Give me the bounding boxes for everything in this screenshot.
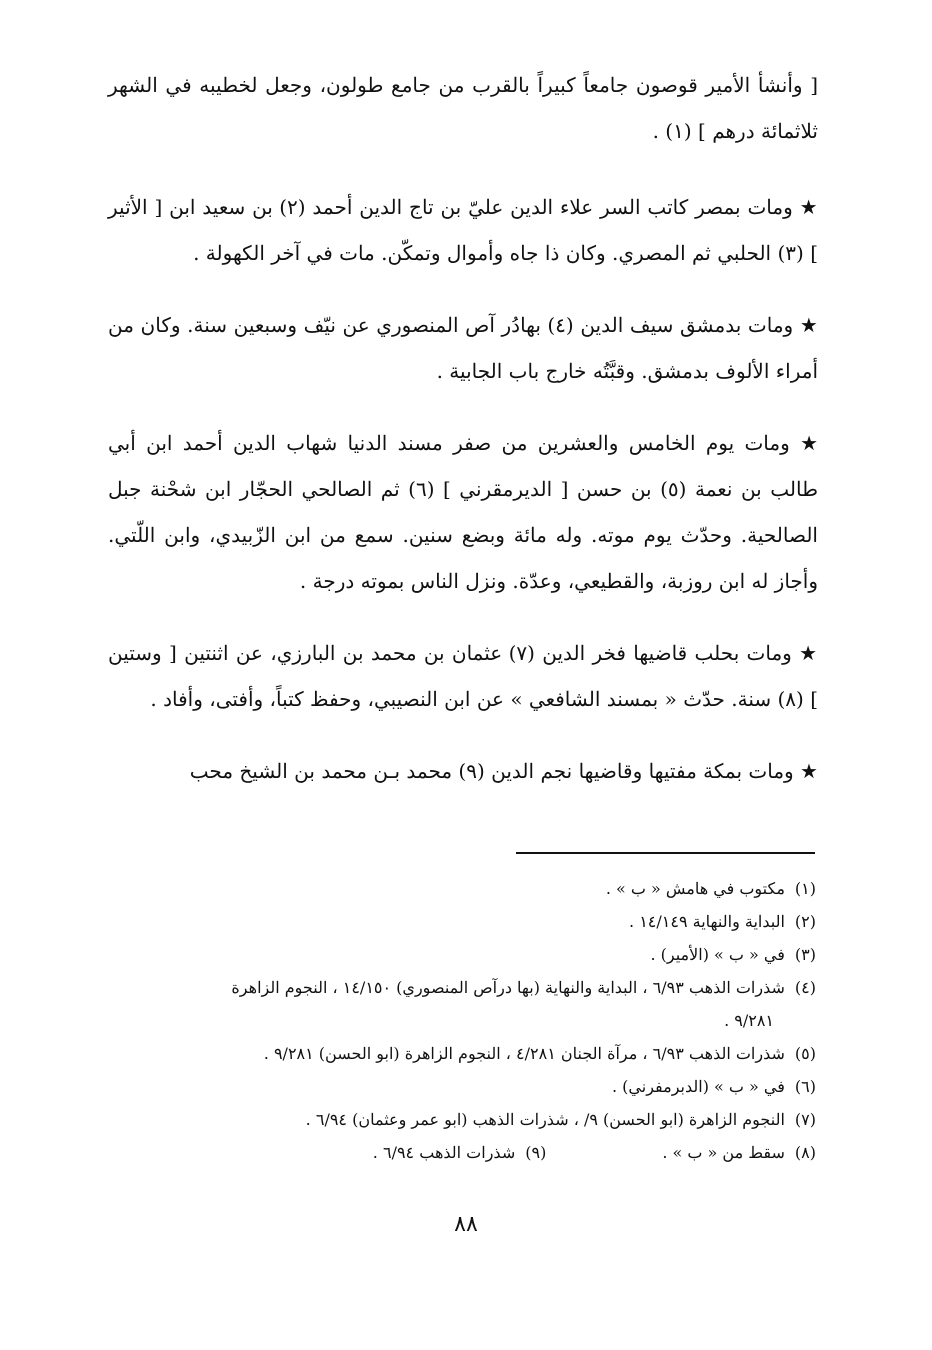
footnote-number: (١) [794,879,816,898]
paragraph-5: ★ ومات بحلب قاضيها فخر الدين (٧) عثمان بن محمد بن البارزي، عن اثنتين [ وستين ] (٨) سنة. حدّث « بمسند الشافعي » عن ابن النصيبي، وحفظ كتباً، وأفتى، وأفاد . [108,641,818,711]
footnote-text: البداية والنهاية ١٤/١٤٩ . [629,912,785,931]
paragraph-1: [ وأنشأ الأمير قوصون جامعاً كبيراً بالقرب من جامع طولون، وجعل لخطيبه في الشهر ثلاثمائة درهم ] (١) . [108,73,818,143]
footnote-text: في « ب » (الأمير) . [650,945,785,964]
footnote-4-continuation: ٩/٢٨١ . [724,1011,774,1030]
footnote-3 [100,938,816,971]
paragraph-4: ★ ومات يوم الخامس والعشرين من صفر مسند الدنيا شهاب الدين أحمد ابن أبي طالب بن نعمة (٥) بن حسن [ الديرمقرني ] (٦) ثم الصالحي الحجّار ابن شحْنة جبل الصالحية. وحدّث يوم موته. وله مائة وبضع سنين. سمع من ابن الزّبيدي، وابن اللّتي. وأجاز له ابن روزبة، والقطيعي، وعدّة. ونزل الناس بموته درجة . [108,431,818,593]
footnote-number: (٨) [794,1143,816,1162]
paragraph-2: ★ ومات بمصر كاتب السر علاء الدين عليّ بن تاج الدين أحمد (٢) بن سعيد ابن [ الأثير ] (٣) الحلبي ثم المصري. وكان ذا جاه وأموال وتمكّن. مات في آخر الكهولة . [108,195,819,265]
footnote-number: (٢) [794,912,816,931]
footnote-number: (٩) [525,1143,547,1162]
footnote-text: شذرات الذهب ٦/٩٣ ، مرآة الجنان ٤/٢٨١ ، النجوم الزاهرة (ابو الحسن) ٩/٢٨١ . [263,1044,785,1063]
footnote-row-8-9 [100,1136,816,1169]
footnotes [100,872,816,1169]
footnote-6 [100,1070,816,1103]
footnote-text: في « ب » (الدبرمفرني) . [612,1077,785,1096]
paragraph-6: ★ ومات بمكة مفتيها وقاضيها نجم الدين (٩) محمد بـن محمد بن الشيخ محب [189,759,818,783]
footnote-number: (٧) [794,1110,816,1129]
page-number: ٨٨ [454,1212,478,1237]
footnote-7 [100,1103,816,1136]
footnote-text: شذرات الذهب ٦/٩٣ ، البداية والنهاية (بها درآص المنصوري) ١٤/١٥٠ ، النجوم الزاهرة [231,978,785,997]
footnote-number: (٦) [794,1077,816,1096]
footnote-divider [516,852,815,854]
footnote-number: (٣) [794,945,816,964]
footnote-number: (٥) [794,1044,816,1063]
footnote-number: (٤) [794,978,816,997]
paragraph-3: ★ ومات بدمشق سيف الدين (٤) بهادُر آص المنصوري عن نيّف وسبعين سنة. وكان من أمراء الألوف بدمشق. وقبَّتُه خارج باب الجابية . [108,313,819,383]
footnote-4 [100,971,816,1004]
footnote-text: النجوم الزاهرة (ابو الحسن) ٩/ ، شذرات الذهب (ابو عمر وعثمان) ٦/٩٤ . [305,1110,785,1129]
footnote-text: شذرات الذهب ٦/٩٤ . [372,1143,516,1162]
footnote-1 [100,872,816,905]
footnote-text: سقط من « ب » . [662,1143,785,1162]
footnote-2 [100,905,816,938]
footnote-9 [373,1136,547,1169]
footnote-5 [100,1037,816,1070]
footnote-text: مكتوب في هامش « ب » . [605,879,785,898]
footnote-8 [662,1136,816,1169]
main-text [108,62,818,820]
